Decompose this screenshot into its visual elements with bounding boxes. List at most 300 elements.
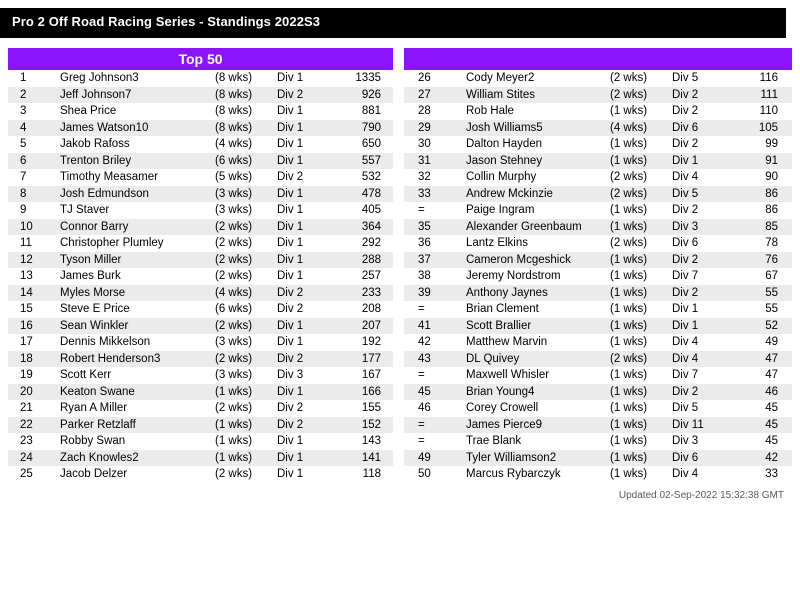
- row-weeks: (2 wks): [610, 186, 672, 203]
- row-driver-name: Alexander Greenbaum: [462, 219, 610, 236]
- row-position: =: [404, 433, 462, 450]
- row-division: Div 1: [277, 103, 337, 120]
- row-division: Div 1: [277, 384, 337, 401]
- row-points: 86: [734, 186, 792, 203]
- row-division: Div 3: [672, 219, 734, 236]
- row-points: 116: [734, 70, 792, 87]
- row-weeks: (8 wks): [215, 120, 277, 137]
- row-position: 8: [8, 186, 56, 203]
- row-points: 364: [337, 219, 393, 236]
- row-driver-name: James Burk: [56, 268, 215, 285]
- row-weeks: (8 wks): [215, 103, 277, 120]
- table-row[interactable]: [404, 153, 792, 170]
- row-position: 33: [404, 186, 462, 203]
- row-weeks: (1 wks): [610, 301, 672, 318]
- row-points: 405: [337, 202, 393, 219]
- table-row[interactable]: [8, 235, 393, 252]
- row-weeks: (2 wks): [215, 466, 277, 483]
- row-weeks: (1 wks): [215, 450, 277, 467]
- row-division: Div 1: [277, 334, 337, 351]
- row-points: 111: [734, 87, 792, 104]
- row-weeks: (2 wks): [610, 70, 672, 87]
- row-driver-name: Parker Retzlaff: [56, 417, 215, 434]
- row-driver-name: Jeff Johnson7: [56, 87, 215, 104]
- row-position: 18: [8, 351, 56, 368]
- row-position: 2: [8, 87, 56, 104]
- table-row[interactable]: [8, 285, 393, 302]
- row-position: =: [404, 301, 462, 318]
- row-division: Div 5: [672, 186, 734, 203]
- row-weeks: (2 wks): [215, 400, 277, 417]
- row-weeks: (1 wks): [610, 202, 672, 219]
- table-row[interactable]: [404, 400, 792, 417]
- header-corner-wedge: [770, 8, 786, 38]
- table-row[interactable]: [8, 268, 393, 285]
- row-division: Div 1: [277, 268, 337, 285]
- row-points: 143: [337, 433, 393, 450]
- row-position: 32: [404, 169, 462, 186]
- row-driver-name: Myles Morse: [56, 285, 215, 302]
- table-row[interactable]: [404, 384, 792, 401]
- table-row[interactable]: [404, 334, 792, 351]
- row-position: 21: [8, 400, 56, 417]
- row-weeks: (1 wks): [610, 103, 672, 120]
- row-weeks: (2 wks): [215, 252, 277, 269]
- row-position: 42: [404, 334, 462, 351]
- row-division: Div 1: [277, 466, 337, 483]
- row-driver-name: Trenton Briley: [56, 153, 215, 170]
- row-driver-name: Josh Williams5: [462, 120, 610, 137]
- row-weeks: (1 wks): [610, 400, 672, 417]
- row-position: 31: [404, 153, 462, 170]
- table-row[interactable]: [404, 417, 792, 434]
- row-division: Div 2: [672, 202, 734, 219]
- row-division: Div 1: [277, 450, 337, 467]
- table-row[interactable]: [8, 169, 393, 186]
- row-division: Div 1: [277, 120, 337, 137]
- row-division: Div 6: [672, 235, 734, 252]
- table-row[interactable]: [8, 334, 393, 351]
- row-points: 207: [337, 318, 393, 335]
- row-position: 36: [404, 235, 462, 252]
- row-points: 33: [734, 466, 792, 483]
- row-weeks: (2 wks): [215, 351, 277, 368]
- row-weeks: (2 wks): [610, 351, 672, 368]
- row-division: Div 2: [277, 169, 337, 186]
- row-points: 233: [337, 285, 393, 302]
- table-row[interactable]: [404, 450, 792, 467]
- row-driver-name: Jacob Delzer: [56, 466, 215, 483]
- row-weeks: (2 wks): [215, 268, 277, 285]
- row-division: Div 4: [672, 351, 734, 368]
- row-position: 20: [8, 384, 56, 401]
- row-position: 24: [8, 450, 56, 467]
- row-division: Div 1: [672, 318, 734, 335]
- row-driver-name: Cody Meyer2: [462, 70, 610, 87]
- row-position: 29: [404, 120, 462, 137]
- row-position: 45: [404, 384, 462, 401]
- row-driver-name: Maxwell Whisler: [462, 367, 610, 384]
- row-driver-name: Ryan A Miller: [56, 400, 215, 417]
- row-division: Div 2: [672, 103, 734, 120]
- row-weeks: (1 wks): [610, 285, 672, 302]
- row-division: Div 2: [277, 417, 337, 434]
- row-weeks: (1 wks): [215, 417, 277, 434]
- row-division: Div 2: [672, 285, 734, 302]
- row-division: Div 5: [672, 70, 734, 87]
- table-row[interactable]: [8, 87, 393, 104]
- row-weeks: (2 wks): [610, 235, 672, 252]
- row-division: Div 2: [672, 252, 734, 269]
- row-division: Div 1: [277, 202, 337, 219]
- row-division: Div 2: [672, 384, 734, 401]
- row-weeks: (2 wks): [610, 169, 672, 186]
- row-weeks: (1 wks): [610, 153, 672, 170]
- table-row[interactable]: [8, 384, 393, 401]
- row-weeks: (1 wks): [610, 417, 672, 434]
- standings-table-left: [8, 70, 393, 483]
- row-position: 12: [8, 252, 56, 269]
- right-panel-title: [404, 48, 792, 70]
- row-driver-name: Steve E Price: [56, 301, 215, 318]
- row-weeks: (1 wks): [610, 136, 672, 153]
- table-row[interactable]: [8, 400, 393, 417]
- row-driver-name: Sean Winkler: [56, 318, 215, 335]
- row-weeks: (1 wks): [610, 334, 672, 351]
- row-division: Div 1: [277, 70, 337, 87]
- row-driver-name: Christopher Plumley: [56, 235, 215, 252]
- row-points: 557: [337, 153, 393, 170]
- row-division: Div 11: [672, 417, 734, 434]
- row-driver-name: TJ Staver: [56, 202, 215, 219]
- row-weeks: (1 wks): [610, 433, 672, 450]
- row-driver-name: Cameron Mcgeshick: [462, 252, 610, 269]
- row-division: Div 2: [277, 351, 337, 368]
- row-points: 55: [734, 301, 792, 318]
- row-points: 55: [734, 285, 792, 302]
- row-points: 257: [337, 268, 393, 285]
- row-position: 9: [8, 202, 56, 219]
- table-row[interactable]: [404, 285, 792, 302]
- row-points: 192: [337, 334, 393, 351]
- row-driver-name: Matthew Marvin: [462, 334, 610, 351]
- table-row[interactable]: [8, 301, 393, 318]
- row-weeks: (1 wks): [215, 433, 277, 450]
- row-weeks: (2 wks): [610, 87, 672, 104]
- row-position: 10: [8, 219, 56, 236]
- page-title: Pro 2 Off Road Racing Series - Standings 2022S3: [12, 14, 321, 29]
- table-row[interactable]: [8, 70, 393, 87]
- row-position: 28: [404, 103, 462, 120]
- table-row[interactable]: [8, 367, 393, 384]
- row-position: 37: [404, 252, 462, 269]
- row-position: =: [404, 202, 462, 219]
- row-driver-name: William Stites: [462, 87, 610, 104]
- row-division: Div 1: [277, 219, 337, 236]
- row-division: Div 1: [277, 186, 337, 203]
- row-division: Div 6: [672, 450, 734, 467]
- row-driver-name: Brian Clement: [462, 301, 610, 318]
- table-row[interactable]: [404, 268, 792, 285]
- row-weeks: (4 wks): [215, 285, 277, 302]
- row-position: 1: [8, 70, 56, 87]
- table-row[interactable]: [404, 301, 792, 318]
- row-points: 288: [337, 252, 393, 269]
- row-driver-name: Robert Henderson3: [56, 351, 215, 368]
- row-division: Div 2: [672, 87, 734, 104]
- row-position: 6: [8, 153, 56, 170]
- row-driver-name: Zach Knowles2: [56, 450, 215, 467]
- updated-timestamp: Updated 02-Sep-2022 15:32:38 GMT: [618, 490, 784, 501]
- row-points: 118: [337, 466, 393, 483]
- row-driver-name: Connor Barry: [56, 219, 215, 236]
- table-row[interactable]: [8, 351, 393, 368]
- row-points: 141: [337, 450, 393, 467]
- table-row[interactable]: [404, 252, 792, 269]
- table-row[interactable]: [8, 219, 393, 236]
- row-position: 5: [8, 136, 56, 153]
- row-weeks: (1 wks): [610, 318, 672, 335]
- row-position: 13: [8, 268, 56, 285]
- row-position: 15: [8, 301, 56, 318]
- table-row[interactable]: [404, 219, 792, 236]
- row-points: 532: [337, 169, 393, 186]
- row-division: Div 2: [672, 136, 734, 153]
- row-position: =: [404, 417, 462, 434]
- table-row[interactable]: [8, 450, 393, 467]
- left-panel-title: Top 50: [8, 48, 393, 70]
- row-weeks: (3 wks): [215, 186, 277, 203]
- row-division: Div 1: [277, 235, 337, 252]
- row-division: Div 6: [672, 120, 734, 137]
- row-points: 91: [734, 153, 792, 170]
- row-points: 42: [734, 450, 792, 467]
- row-weeks: (3 wks): [215, 334, 277, 351]
- table-row[interactable]: [404, 466, 792, 483]
- row-division: Div 2: [277, 301, 337, 318]
- table-row[interactable]: [404, 120, 792, 137]
- row-points: 90: [734, 169, 792, 186]
- table-row[interactable]: [404, 367, 792, 384]
- row-points: 67: [734, 268, 792, 285]
- row-driver-name: Corey Crowell: [462, 400, 610, 417]
- row-driver-name: James Pierce9: [462, 417, 610, 434]
- row-division: Div 1: [277, 318, 337, 335]
- standings-table-right: [404, 70, 792, 483]
- row-points: 45: [734, 417, 792, 434]
- row-driver-name: Josh Edmundson: [56, 186, 215, 203]
- row-driver-name: Tyler Williamson2: [462, 450, 610, 467]
- table-row[interactable]: [404, 136, 792, 153]
- row-driver-name: Tyson Miller: [56, 252, 215, 269]
- row-position: 25: [8, 466, 56, 483]
- row-division: Div 7: [672, 268, 734, 285]
- page-header: [0, 8, 800, 38]
- row-points: 167: [337, 367, 393, 384]
- row-division: Div 3: [672, 433, 734, 450]
- row-driver-name: Collin Murphy: [462, 169, 610, 186]
- table-row[interactable]: [8, 466, 393, 483]
- row-driver-name: Lantz Elkins: [462, 235, 610, 252]
- row-division: Div 2: [277, 400, 337, 417]
- row-division: Div 1: [277, 252, 337, 269]
- row-position: 46: [404, 400, 462, 417]
- table-row[interactable]: [404, 103, 792, 120]
- table-row[interactable]: [404, 318, 792, 335]
- row-position: 35: [404, 219, 462, 236]
- row-division: Div 1: [672, 301, 734, 318]
- row-position: 26: [404, 70, 462, 87]
- row-position: 7: [8, 169, 56, 186]
- row-points: 166: [337, 384, 393, 401]
- row-division: Div 4: [672, 169, 734, 186]
- row-division: Div 1: [277, 153, 337, 170]
- table-row[interactable]: [8, 433, 393, 450]
- table-row[interactable]: [404, 186, 792, 203]
- row-division: Div 4: [672, 334, 734, 351]
- table-row[interactable]: [8, 120, 393, 137]
- row-points: 85: [734, 219, 792, 236]
- row-points: 650: [337, 136, 393, 153]
- row-position: 11: [8, 235, 56, 252]
- row-weeks: (1 wks): [610, 384, 672, 401]
- table-row[interactable]: [8, 202, 393, 219]
- row-driver-name: DL Quivey: [462, 351, 610, 368]
- row-weeks: (1 wks): [610, 268, 672, 285]
- row-points: 47: [734, 367, 792, 384]
- row-weeks: (5 wks): [215, 169, 277, 186]
- row-position: 17: [8, 334, 56, 351]
- row-weeks: (2 wks): [215, 219, 277, 236]
- row-position: =: [404, 367, 462, 384]
- table-row[interactable]: [404, 87, 792, 104]
- row-weeks: (1 wks): [610, 367, 672, 384]
- row-driver-name: Shea Price: [56, 103, 215, 120]
- row-position: 43: [404, 351, 462, 368]
- row-division: Div 7: [672, 367, 734, 384]
- row-points: 105: [734, 120, 792, 137]
- row-weeks: (2 wks): [215, 318, 277, 335]
- row-points: 110: [734, 103, 792, 120]
- row-driver-name: Anthony Jaynes: [462, 285, 610, 302]
- row-driver-name: Rob Hale: [462, 103, 610, 120]
- table-row[interactable]: [8, 186, 393, 203]
- table-row[interactable]: [8, 252, 393, 269]
- row-points: 155: [337, 400, 393, 417]
- row-driver-name: Keaton Swane: [56, 384, 215, 401]
- table-row[interactable]: [404, 235, 792, 252]
- row-weeks: (4 wks): [610, 120, 672, 137]
- row-driver-name: Jeremy Nordstrom: [462, 268, 610, 285]
- table-row[interactable]: [404, 169, 792, 186]
- row-driver-name: Dennis Mikkelson: [56, 334, 215, 351]
- row-driver-name: Scott Brallier: [462, 318, 610, 335]
- row-driver-name: Dalton Hayden: [462, 136, 610, 153]
- row-division: Div 1: [672, 153, 734, 170]
- row-weeks: (1 wks): [215, 384, 277, 401]
- row-position: 30: [404, 136, 462, 153]
- row-points: 46: [734, 384, 792, 401]
- row-points: 52: [734, 318, 792, 335]
- row-points: 78: [734, 235, 792, 252]
- table-row[interactable]: [8, 153, 393, 170]
- row-points: 881: [337, 103, 393, 120]
- row-points: 292: [337, 235, 393, 252]
- row-points: 478: [337, 186, 393, 203]
- row-weeks: (8 wks): [215, 70, 277, 87]
- row-division: Div 2: [277, 87, 337, 104]
- standings-panel-right: [404, 48, 792, 483]
- table-row[interactable]: [404, 70, 792, 87]
- row-position: 19: [8, 367, 56, 384]
- row-weeks: (6 wks): [215, 153, 277, 170]
- row-position: 38: [404, 268, 462, 285]
- row-points: 208: [337, 301, 393, 318]
- row-position: 50: [404, 466, 462, 483]
- row-position: 22: [8, 417, 56, 434]
- row-driver-name: Brian Young4: [462, 384, 610, 401]
- row-weeks: (2 wks): [215, 235, 277, 252]
- row-points: 86: [734, 202, 792, 219]
- row-driver-name: Jakob Rafoss: [56, 136, 215, 153]
- row-points: 76: [734, 252, 792, 269]
- row-weeks: (3 wks): [215, 202, 277, 219]
- row-position: 4: [8, 120, 56, 137]
- row-position: 39: [404, 285, 462, 302]
- row-division: Div 4: [672, 466, 734, 483]
- row-driver-name: Jason Stehney: [462, 153, 610, 170]
- row-weeks: (1 wks): [610, 252, 672, 269]
- row-driver-name: Greg Johnson3: [56, 70, 215, 87]
- row-driver-name: Paige Ingram: [462, 202, 610, 219]
- row-weeks: (4 wks): [215, 136, 277, 153]
- row-points: 49: [734, 334, 792, 351]
- row-driver-name: James Watson10: [56, 120, 215, 137]
- row-position: 3: [8, 103, 56, 120]
- table-row[interactable]: [404, 351, 792, 368]
- table-row[interactable]: [404, 202, 792, 219]
- row-points: 790: [337, 120, 393, 137]
- table-row[interactable]: [8, 136, 393, 153]
- row-division: Div 2: [277, 285, 337, 302]
- row-points: 177: [337, 351, 393, 368]
- row-position: 23: [8, 433, 56, 450]
- row-position: 14: [8, 285, 56, 302]
- table-row[interactable]: [404, 433, 792, 450]
- row-weeks: (3 wks): [215, 367, 277, 384]
- row-position: 16: [8, 318, 56, 335]
- row-weeks: (1 wks): [610, 466, 672, 483]
- row-points: 45: [734, 433, 792, 450]
- table-row[interactable]: [8, 318, 393, 335]
- row-driver-name: Andrew Mckinzie: [462, 186, 610, 203]
- row-driver-name: Robby Swan: [56, 433, 215, 450]
- row-division: Div 1: [277, 136, 337, 153]
- table-row[interactable]: [8, 103, 393, 120]
- row-points: 99: [734, 136, 792, 153]
- row-points: 152: [337, 417, 393, 434]
- row-points: 47: [734, 351, 792, 368]
- row-driver-name: Scott Kerr: [56, 367, 215, 384]
- row-weeks: (1 wks): [610, 219, 672, 236]
- row-points: 926: [337, 87, 393, 104]
- row-position: 49: [404, 450, 462, 467]
- row-driver-name: Marcus Rybarczyk: [462, 466, 610, 483]
- row-weeks: (6 wks): [215, 301, 277, 318]
- row-division: Div 1: [277, 433, 337, 450]
- table-row[interactable]: [8, 417, 393, 434]
- row-division: Div 3: [277, 367, 337, 384]
